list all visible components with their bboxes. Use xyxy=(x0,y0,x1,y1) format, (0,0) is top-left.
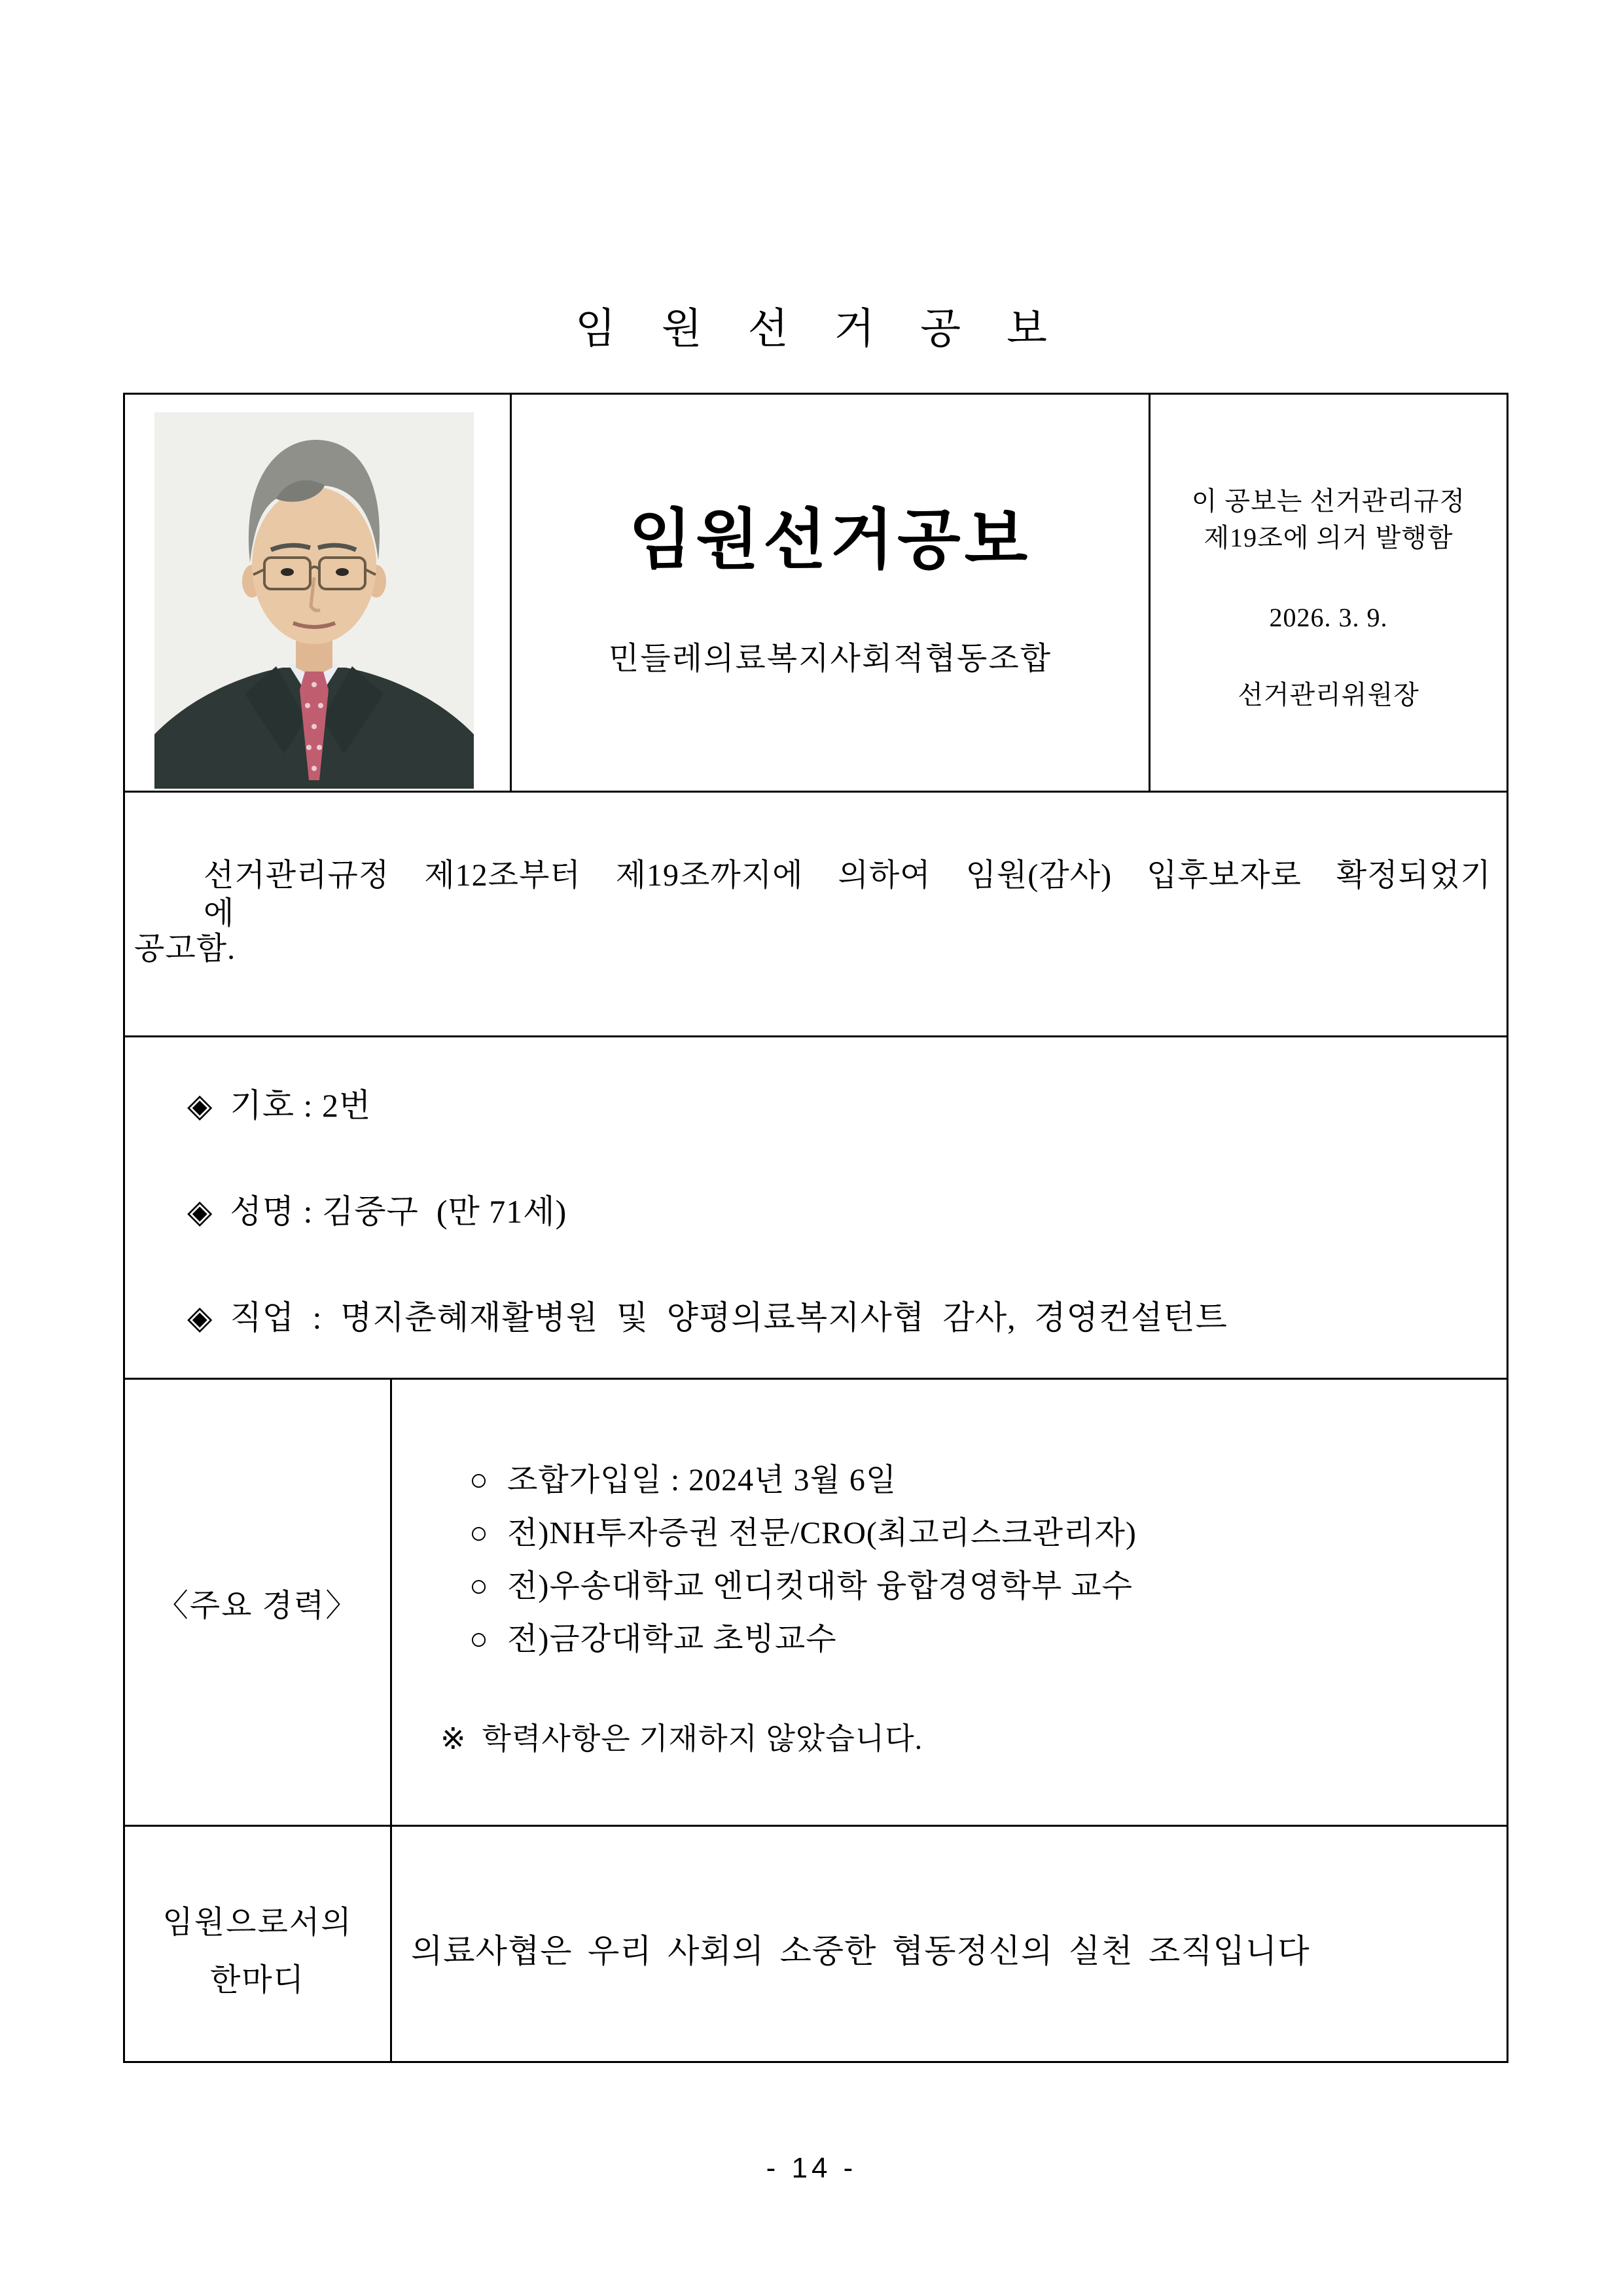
career-item-text: 전)금강대학교 초빙교수 xyxy=(507,1622,837,1657)
row-divider xyxy=(125,1035,1507,1037)
portrait-illustration xyxy=(154,412,474,789)
career-section-label: 〈주요 경력〉 xyxy=(156,1588,359,1623)
candidate-name-row xyxy=(187,1192,567,1231)
eye-right xyxy=(336,568,349,576)
career-item-text: 조합가입일 : 2024년 3월 6일 xyxy=(507,1463,897,1498)
career-item xyxy=(469,1462,897,1499)
circle-bullet-icon: ○ xyxy=(469,1622,489,1657)
eye-left xyxy=(281,568,294,576)
column-divider xyxy=(510,395,512,791)
column-divider xyxy=(1149,395,1150,791)
career-item-text: 전)NH투자증권 전문/CRO(최고리스크관리자) xyxy=(507,1516,1137,1551)
diamond-bullet-icon: ◈ xyxy=(187,1299,213,1336)
row-divider xyxy=(125,791,1507,793)
header-title: 임원선거공보 xyxy=(628,504,1032,577)
career-item xyxy=(469,1621,837,1659)
career-footnote: 학력사항은 기재하지 않았습니다. xyxy=(482,1722,923,1755)
row-divider xyxy=(125,1378,1507,1380)
candidate-number: 기호 : 2번 xyxy=(230,1087,372,1124)
announcement-line2: 공고함. xyxy=(134,931,236,966)
diamond-bullet-icon: ◈ xyxy=(187,1193,213,1230)
message-content: 의료사협은 우리 사회의 소중한 협동정신의 실천 조직입니다 xyxy=(411,1933,1310,1969)
career-footnote-row xyxy=(440,1721,923,1757)
page-number: - 14 - xyxy=(766,2152,857,2184)
organization-name: 민들레의료복지사회적협동조합 xyxy=(608,641,1052,676)
issue-date: 2026. 3. 9. xyxy=(1269,603,1388,632)
face xyxy=(252,487,376,644)
circle-bullet-icon: ○ xyxy=(469,1516,489,1551)
regulation-note-line2: 제19조에 의거 발행함 xyxy=(1204,523,1454,552)
candidate-photo xyxy=(154,412,474,789)
regulation-note-line1: 이 공보는 선거관리규정 xyxy=(1191,486,1466,516)
issuer-title: 선거관리위원장 xyxy=(1238,680,1419,709)
career-item xyxy=(469,1515,1137,1552)
circle-bullet-icon: ○ xyxy=(469,1463,489,1498)
circle-bullet-icon: ○ xyxy=(469,1569,489,1604)
page-title: 임 원 선 거 공 보 xyxy=(575,306,1048,352)
announcement-line1: 선거관리규정 제12조부터 제19조까지에 의하여 임원(감사) 입후보자로 확정되었기에 xyxy=(204,858,1491,931)
column-divider xyxy=(390,1380,392,2061)
diamond-bullet-icon: ◈ xyxy=(187,1087,213,1124)
candidate-number-row xyxy=(187,1086,371,1125)
career-item-text: 전)우송대학교 엔디컷대학 융합경영학부 교수 xyxy=(507,1569,1133,1604)
candidate-job: 직업 : 명지춘혜재활병원 및 양평의료복지사협 감사, 경영컨설턴트 xyxy=(230,1299,1228,1336)
career-item xyxy=(469,1568,1133,1605)
candidate-job-row xyxy=(187,1298,1228,1337)
reference-mark-icon: ※ xyxy=(440,1722,467,1755)
notice-table xyxy=(123,393,1508,2063)
row-divider xyxy=(125,1825,1507,1827)
candidate-name: 성명 : 김중구 (만 71세) xyxy=(230,1193,567,1230)
message-label-line1: 임원으로서의 xyxy=(162,1905,353,1940)
message-label-line2: 한마디 xyxy=(209,1963,306,1998)
